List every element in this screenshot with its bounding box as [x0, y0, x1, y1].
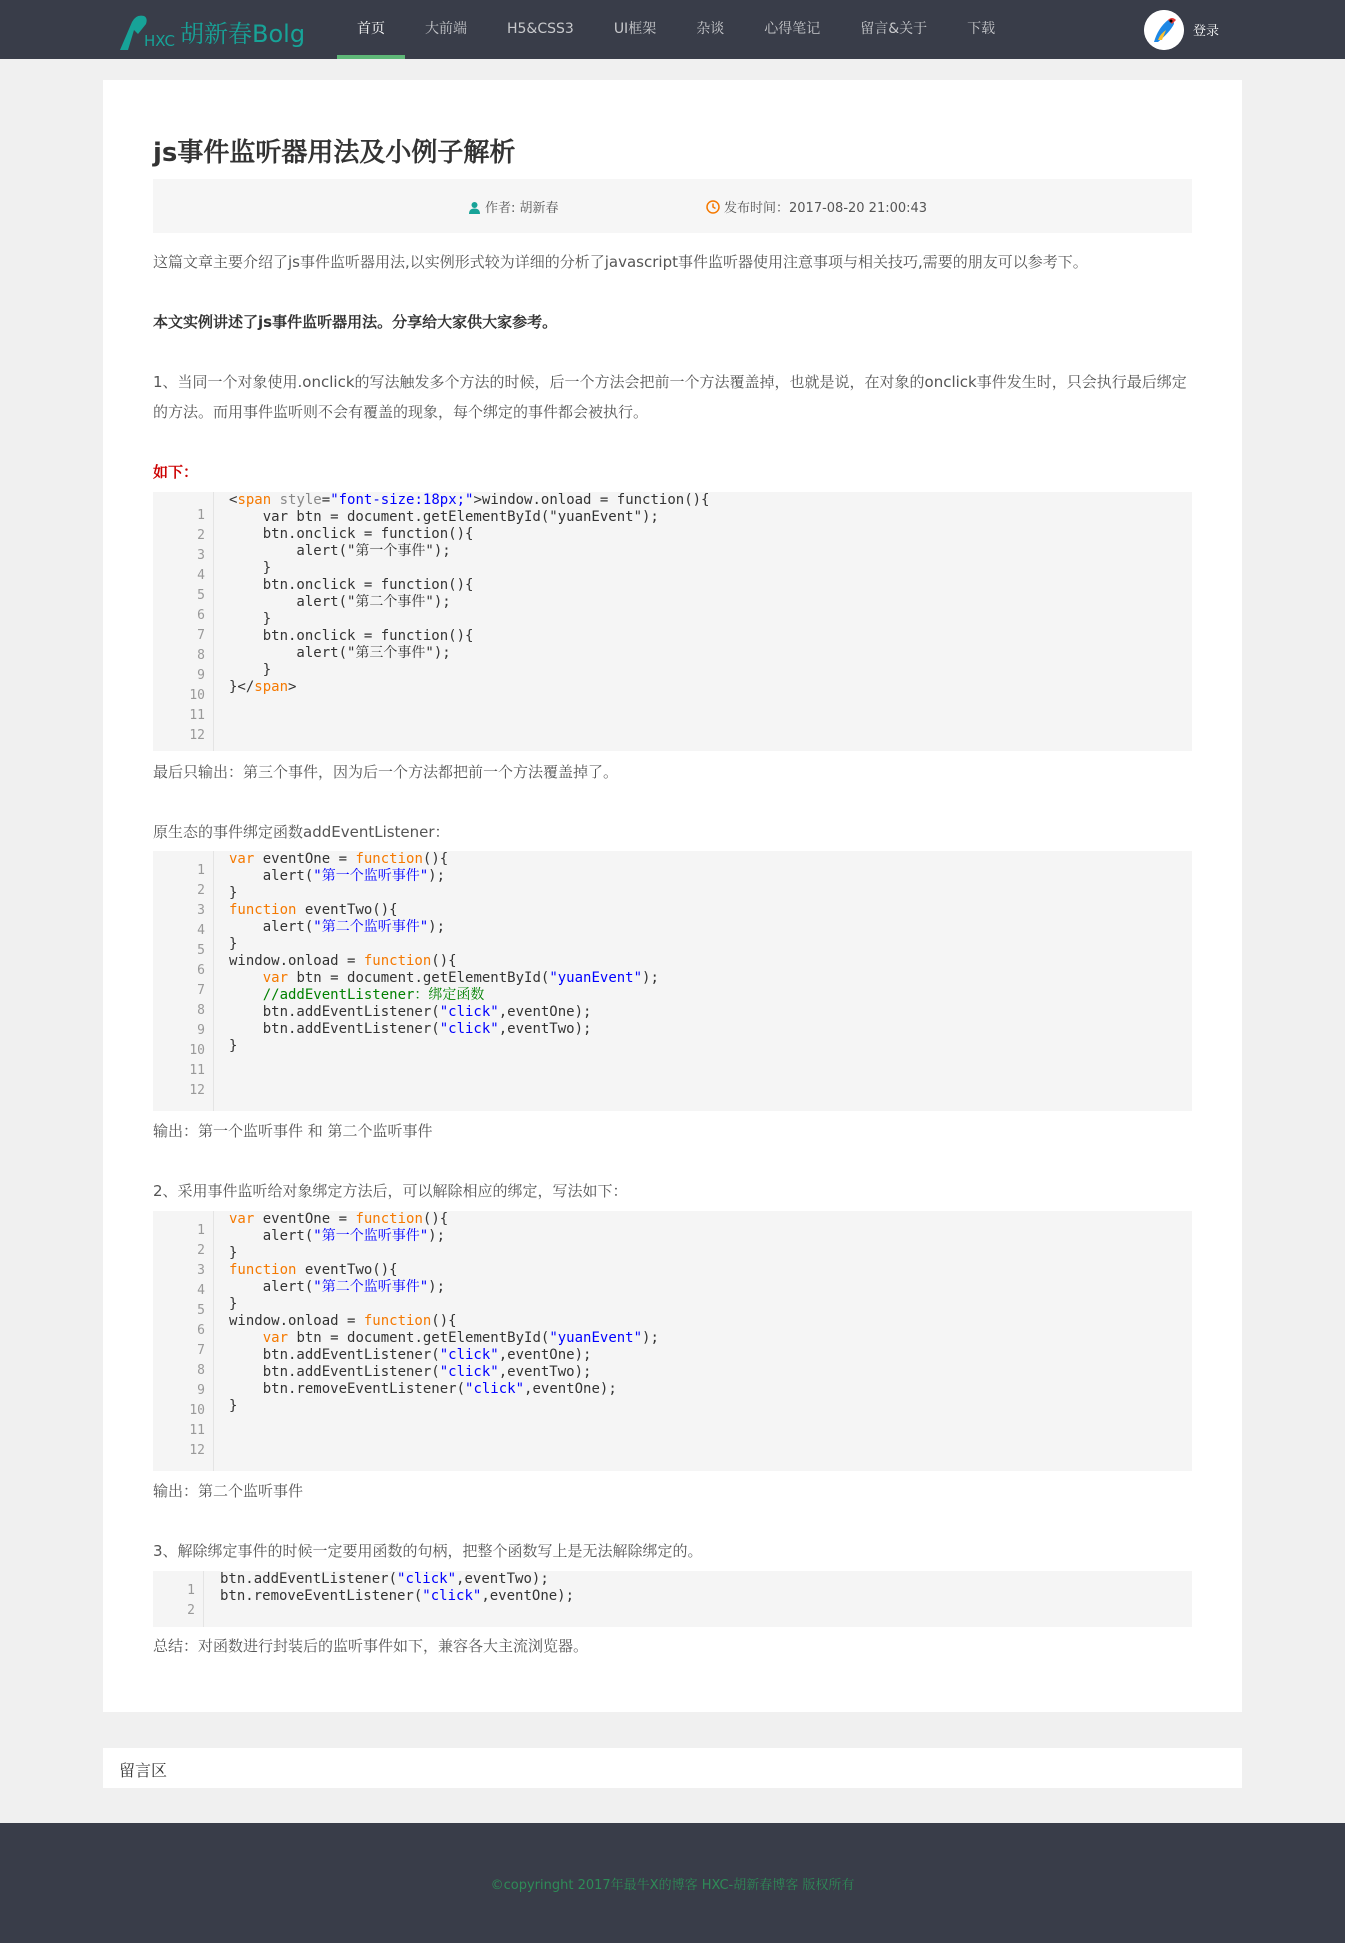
login-link[interactable]: 登录	[1193, 24, 1220, 39]
code-content: <span style="font-size:18px;">window.onload = function(){ var btn = document.getElementById("yuanEvent"); btn.onclick = function(){ alert("第一个事件"); } btn.onclick = function(){ alert("第二个事件"); } btn.onclick = function(){ alert("第三个事件"); } }</span>	[229, 492, 710, 695]
line-number: 6	[197, 608, 205, 623]
code-content: var eventOne = function(){ alert("第一个监听事件"); } function eventTwo(){ alert("第二个监听事件"); } window.onload = function(){ var btn = document.getElementById("yuanEvent"); //addEventListener：绑定函数 btn.addEventListener("click",eventOne); btn.addEventListener("click",eventTwo); }	[229, 851, 659, 1054]
top-navbar	[0, 0, 1345, 59]
line-number: 11	[189, 1063, 205, 1078]
line-number: 10	[189, 1403, 205, 1418]
footer	[0, 1823, 1345, 1943]
result-1: 最后只输出：第三个事件，因为后一个方法都把前一个方法覆盖掉了。	[153, 763, 619, 781]
main-nav	[337, 0, 1015, 59]
nav-item-misc[interactable]: 杂谈	[696, 21, 725, 37]
article-title: js事件监听器用法及小例子解析	[153, 138, 516, 168]
line-number: 2	[187, 1603, 195, 1618]
line-number: 2	[197, 528, 205, 543]
code-content: var eventOne = function(){ alert("第一个监听事件"); } function eventTwo(){ alert("第二个监听事件"); } window.onload = function(){ var btn = document.getElementById("yuanEvent"); btn.addEventListener("click",eventOne); btn.addEventListener("click",eventTwo); btn.removeEventListener("click",eventOne); }	[229, 1211, 659, 1414]
line-number-gutter	[153, 1211, 214, 1471]
line-number: 8	[197, 1003, 205, 1018]
line-number: 3	[197, 548, 205, 563]
result-3: 输出：第二个监听事件	[153, 1482, 304, 1500]
logo-title: 胡新春Bolg	[180, 20, 306, 48]
line-number: 4	[197, 568, 205, 583]
time-text: 发布时间：2017-08-20 21:00:43	[724, 201, 928, 216]
comment-title: 留言区	[119, 1761, 168, 1780]
line-number: 1	[187, 1583, 195, 1598]
native-label: 原生态的事件绑定函数addEventListener：	[153, 823, 450, 841]
author-text: 作者: 胡新春	[485, 201, 559, 216]
line-number: 5	[197, 943, 205, 958]
line-number: 12	[189, 1443, 205, 1458]
copyright-text: ©copyringht 2017年最牛X的博客 HXC-胡新春博客 版权所有	[490, 1878, 855, 1893]
line-number-gutter	[153, 1571, 204, 1627]
code-block	[153, 492, 1192, 751]
line-number: 5	[197, 588, 205, 603]
point-3: 3、解除绑定事件的时候一定要用函数的句柄，把整个函数写上是无法解除绑定的。	[153, 1542, 703, 1560]
nav-item-notes[interactable]: 心得笔记	[764, 21, 821, 37]
line-number: 1	[197, 1223, 205, 1238]
line-number: 12	[189, 728, 205, 743]
article-card	[103, 80, 1242, 1712]
line-number: 12	[189, 1083, 205, 1098]
article-meta	[153, 179, 1192, 233]
line-number: 7	[197, 628, 205, 643]
line-number: 5	[197, 1303, 205, 1318]
logo-small-text: HXC	[144, 32, 175, 50]
user-icon	[468, 201, 481, 214]
line-number: 11	[189, 708, 205, 723]
line-number-gutter	[153, 851, 214, 1111]
line-number: 10	[189, 688, 205, 703]
as-follows-label: 如下：	[153, 463, 199, 481]
line-number: 3	[197, 903, 205, 918]
comment-section	[103, 1748, 1242, 1788]
article-intro: 这篇文章主要介绍了js事件监听器用法,以实例形式较为详细的分析了javascript事件监听器使用注意事项与相关技巧,需要的朋友可以参考下。	[153, 253, 1088, 271]
line-number-gutter	[153, 492, 214, 751]
line-number: 6	[197, 1323, 205, 1338]
article-author	[468, 197, 559, 216]
line-number: 4	[197, 923, 205, 938]
article-time	[706, 197, 927, 216]
summary: 总结：对函数进行封装后的监听事件如下，兼容各大主流浏览器。	[153, 1637, 589, 1655]
line-number: 6	[197, 963, 205, 978]
user-avatar[interactable]	[1144, 10, 1184, 50]
line-number: 9	[197, 1383, 205, 1398]
nav-item-guestbook-about[interactable]: 留言&关于	[860, 21, 928, 37]
nav-item-download[interactable]: 下载	[967, 21, 996, 37]
clock-icon	[706, 200, 720, 214]
line-number: 11	[189, 1423, 205, 1438]
line-number: 2	[197, 883, 205, 898]
code-content: btn.addEventListener("click",eventTwo); btn.removeEventListener("click",eventOne);	[220, 1571, 575, 1604]
nav-item-ui-framework[interactable]: UI框架	[613, 21, 657, 37]
point-1: 1、当同一个对象使用.onclick的写法触发多个方法的时候，后一个方法会把前一个方法覆盖掉，也就是说，在对象的onclick事件发生时，只会执行最后绑定的方法。而用事件监听则不会有覆盖的现象，每个绑定的事件都会被执行。	[153, 373, 1187, 421]
line-number: 1	[197, 863, 205, 878]
point-2: 2、采用事件监听给对象绑定方法后，可以解除相应的绑定，写法如下：	[153, 1182, 628, 1200]
nav-item-home[interactable]: 首页	[337, 0, 405, 59]
line-number: 9	[197, 1023, 205, 1038]
code-block	[153, 851, 1192, 1111]
line-number: 2	[197, 1243, 205, 1258]
line-number: 7	[197, 983, 205, 998]
line-number: 7	[197, 1343, 205, 1358]
line-number: 9	[197, 668, 205, 683]
article-lead: 本文实例讲述了js事件监听器用法。分享给大家供大家参考。	[153, 313, 558, 331]
line-number: 4	[197, 1283, 205, 1298]
result-2: 输出：第一个监听事件 和 第二个监听事件	[153, 1122, 433, 1140]
line-number: 3	[197, 1263, 205, 1278]
code-block	[153, 1571, 1192, 1627]
nav-item-frontend[interactable]: 大前端	[425, 21, 467, 37]
line-number: 1	[197, 508, 205, 523]
line-number: 8	[197, 1363, 205, 1378]
line-number: 8	[197, 648, 205, 663]
parrot-avatar-icon	[1144, 10, 1184, 50]
line-number: 10	[189, 1043, 205, 1058]
code-block	[153, 1211, 1192, 1471]
nav-item-h5css3[interactable]: H5&CSS3	[507, 21, 574, 37]
